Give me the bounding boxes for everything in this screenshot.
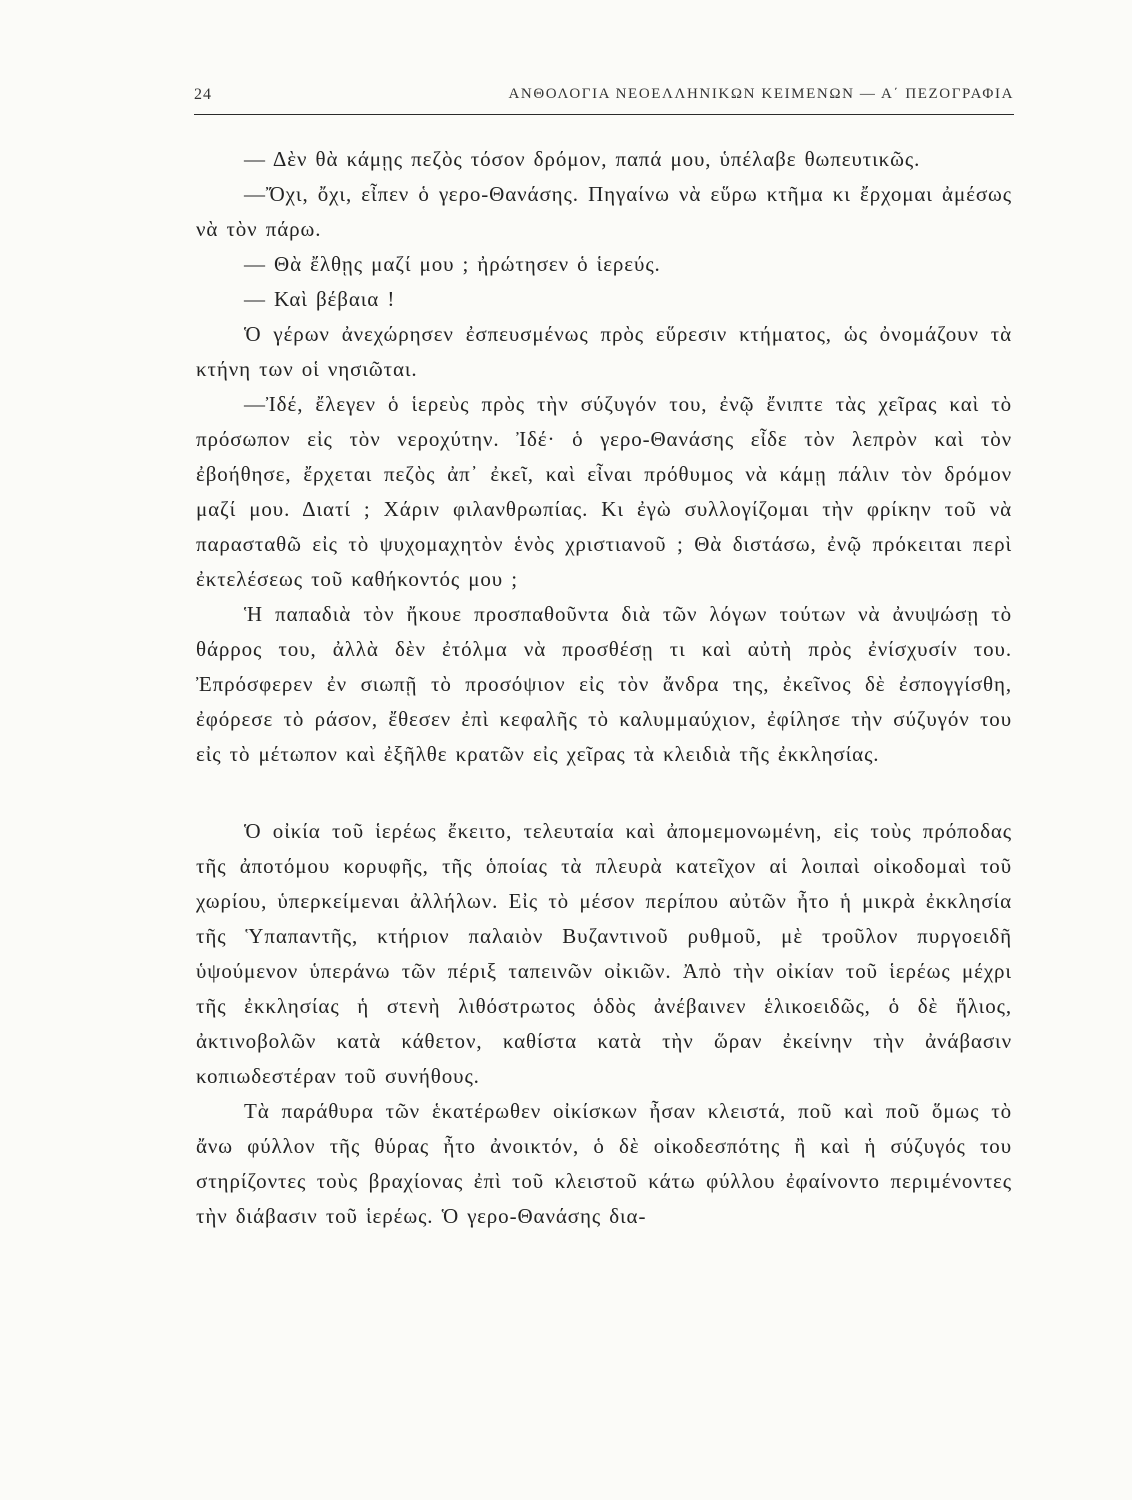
paragraph: Ἡ παπαδιὰ τὸν ἤκουε προσπαθοῦντα διὰ τῶν λόγων τούτων νὰ ἀνυψώσῃ τὸ θάρρος του, ἀλλὰ δὲν ἐτόλμα νὰ προσθέσῃ τι καὶ αὐτὴ πρὸς ἐνίσχυσίν του. Ἐπρόσφερεν ἐν σιωπῇ τὸ προσόψιον εἰς τὸν ἄνδρα της, ἐκεῖνος δὲ ἐσπογγίσθη, ἐφόρεσε τὸ ράσον, ἔθεσεν ἐπὶ κεφαλῆς τὸ καλυμμαύχιον, ἐφίλησε τὴν σύζυγόν του εἰς τὸ μέτωπον καὶ ἐξῆλθε κρατῶν εἰς χεῖρας τὰ κλειδιὰ τῆς ἐκκλησίας. (196, 602, 1012, 766)
section-break (196, 772, 1012, 814)
paragraph: — Δὲν θὰ κάμῃς πεζὸς τόσον δρόμον, παπά μου, ὑπέλαβε θωπευτικῶς. (244, 147, 921, 171)
paragraph: —Ἰδέ, ἔλεγεν ὁ ἱερεὺς πρὸς τὴν σύζυγόν του, ἐνῷ ἔνιπτε τὰς χεῖρας καὶ τὸ πρόσωπον εἰς τὸν νεροχύτην. Ἰδέ· ὁ γερο-Θανάσης εἶδε τὸν λεπρὸν καὶ τὸν ἐβοήθησε, ἔρχεται πεζὸς ἀπ᾿ ἐκεῖ, καὶ εἶναι πρόθυμος νὰ κάμῃ πάλιν τὸν δρόμον μαζί μου. Διατί ; Χάριν φιλανθρωπίας. Κι ἐγὼ συλλογίζομαι τὴν φρίκην τοῦ νὰ παρασταθῶ εἰς τὸ ψυχομαχητὸν ἑνὸς χριστιανοῦ ; Θὰ διστάσω, ἐνῷ πρόκειται περὶ ἐκτελέσεως τοῦ καθήκοντός μου ; (196, 392, 1012, 591)
paragraph: —Ὄχι, ὄχι, εἶπεν ὁ γερο-Θανάσης. Πηγαίνω νὰ εὕρω κτῆμα κι ἔρχομαι ἀμέσως νὰ τὸν πάρω. (196, 182, 1012, 241)
running-head (194, 86, 1014, 108)
header-rule (194, 114, 1014, 115)
paragraph: Τὰ παράθυρα τῶν ἑκατέρωθεν οἰκίσκων ἦσαν κλειστά, ποῦ καὶ ποῦ ὅμως τὸ ἄνω φύλλον τῆς θύρας ἦτο ἀνοικτόν, ὁ δὲ οἰκοδεσπότης ἢ καὶ ἡ σύζυγός του στηρίζοντες τοὺς βραχίονας ἐπὶ τοῦ κλειστοῦ κάτω φύλλου ἐφαίνοντο περιμένοντες τὴν διάβασιν τοῦ ἱερέως. Ὁ γερο-Θανάσης δια- (196, 1099, 1012, 1228)
paragraph: — Καὶ βέβαια ! (244, 287, 396, 311)
paragraph: — Θὰ ἔλθῃς μαζί μου ; ἠρώτησεν ὁ ἱερεύς. (244, 252, 661, 276)
body-text (196, 142, 1012, 1234)
page-number: 24 (194, 86, 212, 103)
paragraph: Ὁ γέρων ἀνεχώρησεν ἐσπευσμένως πρὸς εὕρεσιν κτήματος, ὡς ὀνομάζουν τὰ κτήνη των οἱ νησιῶται. (196, 322, 1012, 381)
paragraph: Ὁ οἰκία τοῦ ἱερέως ἔκειτο, τελευταία καὶ ἀπομεμονωμένη, εἰς τοὺς πρόποδας τῆς ἀποτόμου κορυφῆς, τῆς ὁποίας τὰ πλευρὰ κατεῖχον αἱ λοιπαὶ οἰκοδομαὶ τοῦ χωρίου, ὑπερκείμεναι ἀλλήλων. Εἰς τὸ μέσον περίπου αὐτῶν ἦτο ἡ μικρὰ ἐκκλησία τῆς Ὑπαπαντῆς, κτήριον παλαιὸν Βυζαντινοῦ ρυθμοῦ, μὲ τροῦλον πυργοειδῆ ὑψούμενον ὑπεράνω τῶν πέριξ ταπεινῶν οἰκιῶν. Ἀπὸ τὴν οἰκίαν τοῦ ἱερέως μέχρι τῆς ἐκκλησίας ἡ στενὴ λιθόστρωτος ὁδὸς ἀνέβαινεν ἑλικοειδῶς, ὁ δὲ ἥλιος, ἀκτινοβολῶν κατὰ κάθετον, καθίστα κατὰ τὴν ὥραν ἐκείνην τὴν ἀνάβασιν κοπιωδεστέραν τοῦ συνήθους. (196, 819, 1012, 1088)
running-title: ΑΝΘΟΛΟΓΙΑ ΝΕΟΕΛΛΗΝΙΚΩΝ ΚΕΙΜΕΝΩΝ — Α΄ ΠΕΖΟΓΡΑΦΙΑ (508, 86, 1014, 102)
